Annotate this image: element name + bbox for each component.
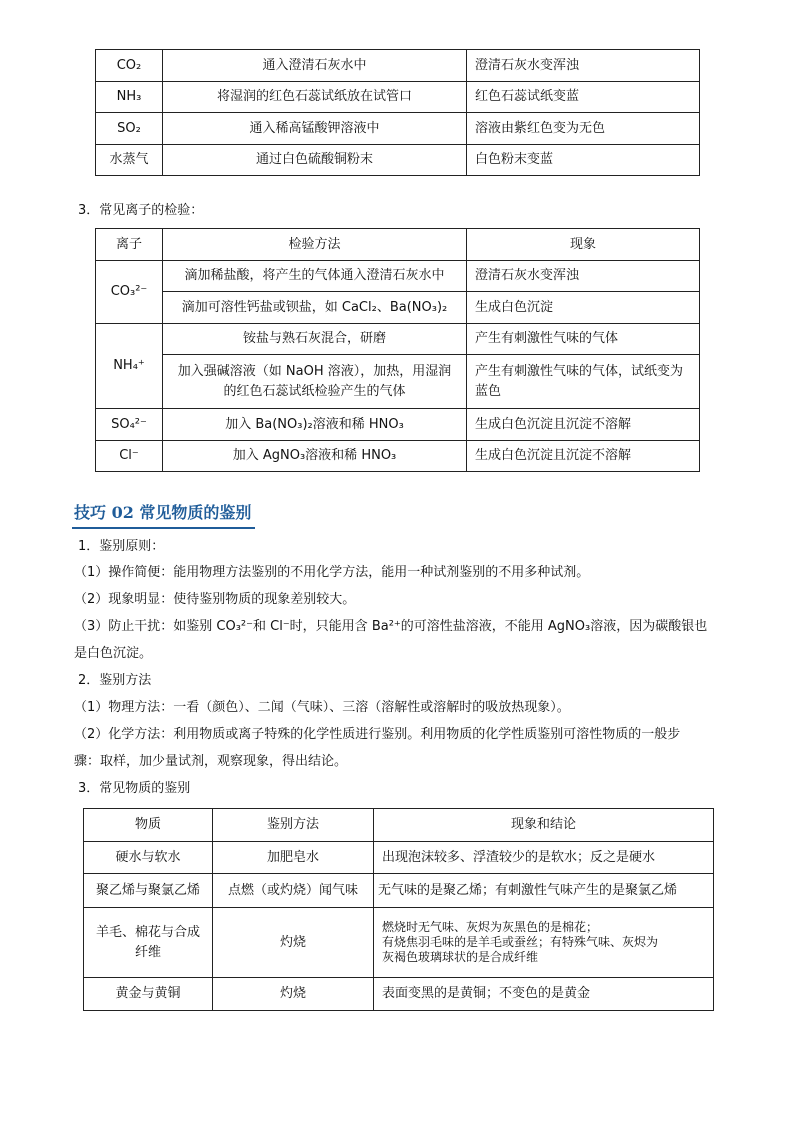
section-heading: 技巧 02 常见物质的鉴别 [72,498,255,529]
gas-name: NH₃ [96,82,163,113]
paragraph: 3．常见物质的鉴别 [78,781,191,796]
substance [84,908,213,978]
gas-test-table [95,49,700,176]
table-row [96,409,700,441]
conclusion: 无气味的是聚乙烯；有刺激性气味产生的是聚氯乙烯 [374,874,714,908]
test-method: 加入 Ba(NO₃)₂溶液和稀 HNO₃ [163,409,467,441]
gas-name: CO₂ [96,50,163,82]
table-row [84,978,714,1011]
table-row [96,261,700,292]
conclusion-line-1: 燃烧时无气味、灰烬为灰黑色的是棉花； [382,920,599,934]
table-row [96,441,700,472]
ion-name: CO₃²⁻ [96,261,163,324]
header-result: 现象 [467,229,700,261]
table-header-row [96,229,700,261]
conclusion-line-2: 有烧焦羽毛味的是羊毛或蚕丝；有特殊气味、灰烬为 [382,935,659,949]
gas-name: 水蒸气 [96,145,163,176]
test-result: 白色粉末变蓝 [467,145,700,176]
paragraph: （1）操作简便：能用物理方法鉴别的不用化学方法，能用一种试剂鉴别的不用多种试剂。 [74,565,590,580]
test-method [163,355,467,409]
substance: 聚乙烯与聚氯乙烯 [84,874,213,908]
test-result: 澄清石灰水变浑浊 [467,261,700,292]
table-row [96,50,700,82]
ion-test-table [95,228,700,472]
test-result: 澄清石灰水变浑浊 [467,50,700,82]
table-row [84,908,714,978]
test-result: 生成白色沉淀 [467,292,700,324]
ion-name: NH₄⁺ [96,324,163,409]
ion-name: Cl⁻ [96,441,163,472]
test-method: 加入 AgNO₃溶液和稀 HNO₃ [163,441,467,472]
table-row [84,842,714,874]
conclusion: 出现泡沫较多、浮渣较少的是软水；反之是硬水 [374,842,714,874]
header-method: 鉴别方法 [213,809,374,842]
paragraph: （2）化学方法：利用物质或离子特殊的化学性质进行鉴别。利用物质的化学性质鉴别可溶性物质的一般步 [74,727,681,742]
header-ion: 离子 [96,229,163,261]
conclusion: 表面变黑的是黄铜；不变色的是黄金 [374,978,714,1011]
test-result [467,355,700,409]
paragraph: （3）防止干扰：如鉴别 CO₃²⁻和 Cl⁻时，只能用含 Ba²⁺的可溶性盐溶液，不能用 AgNO₃溶液，因为碳酸银也 [74,619,708,634]
header-method: 检验方法 [163,229,467,261]
method: 灼烧 [213,978,374,1011]
table-row [96,324,700,355]
substance: 硬水与软水 [84,842,213,874]
method: 点燃（或灼烧）闻气味 [213,874,374,908]
substance: 黄金与黄铜 [84,978,213,1011]
section-3-title: 3．常见离子的检验： [78,203,204,218]
test-method-line-1: 加入强碱溶液（如 NaOH 溶液），加热，用湿润 [177,363,452,379]
conclusion [374,908,714,978]
paragraph: （1）物理方法：一看（颜色）、二闻（气味）、三溶（溶解性或溶解时的吸放热现象）。 [74,700,570,715]
paragraph: （2）现象明显：使待鉴别物质的现象差别较大。 [74,592,356,607]
header-substance: 物质 [84,809,213,842]
test-result-line-1: 产生有刺激性气味的气体，试纸变为 [475,363,684,379]
test-method: 通入澄清石灰水中 [163,50,467,82]
test-result: 产生有刺激性气味的气体 [467,324,700,355]
test-method-line-2: 的红色石蕊试纸检验产生的气体 [223,383,406,399]
method: 加肥皂水 [213,842,374,874]
test-method: 滴加稀盐酸，将产生的气体通入澄清石灰水中 [163,261,467,292]
table-row [96,145,700,176]
table-row [96,82,700,113]
paragraph: 骤：取样，加少量试剂，观察现象，得出结论。 [74,754,348,769]
table-header-row [84,809,714,842]
test-result: 红色石蕊试纸变蓝 [467,82,700,113]
paragraph: 1．鉴别原则： [78,539,165,554]
test-result: 溶液由紫红色变为无色 [467,113,700,145]
substance-line-2: 纤维 [134,944,161,960]
test-method: 通过白色硫酸铜粉末 [163,145,467,176]
table-row [96,113,700,145]
table-row [96,355,700,409]
ion-name: SO₄²⁻ [96,409,163,441]
test-method: 铵盐与熟石灰混合，研磨 [163,324,467,355]
header-conclusion: 现象和结论 [374,809,714,842]
gas-name: SO₂ [96,113,163,145]
table-row [96,292,700,324]
test-result: 生成白色沉淀且沉淀不溶解 [467,441,700,472]
test-result-line-2: 蓝色 [475,383,502,399]
test-method: 滴加可溶性钙盐或钡盐，如 CaCl₂、Ba(NO₃)₂ [163,292,467,324]
test-method: 通入稀高锰酸钾溶液中 [163,113,467,145]
conclusion-line-3: 灰褐色玻璃球状的是合成纤维 [382,950,539,964]
test-result: 生成白色沉淀且沉淀不溶解 [467,409,700,441]
table-row [84,874,714,908]
substance-line-1: 羊毛、棉花与合成 [95,924,200,940]
identification-table [83,808,714,1011]
paragraph: 2．鉴别方法 [78,673,152,688]
method: 灼烧 [213,908,374,978]
test-method: 将湿润的红色石蕊试纸放在试管口 [163,82,467,113]
paragraph: 是白色沉淀。 [74,646,153,661]
